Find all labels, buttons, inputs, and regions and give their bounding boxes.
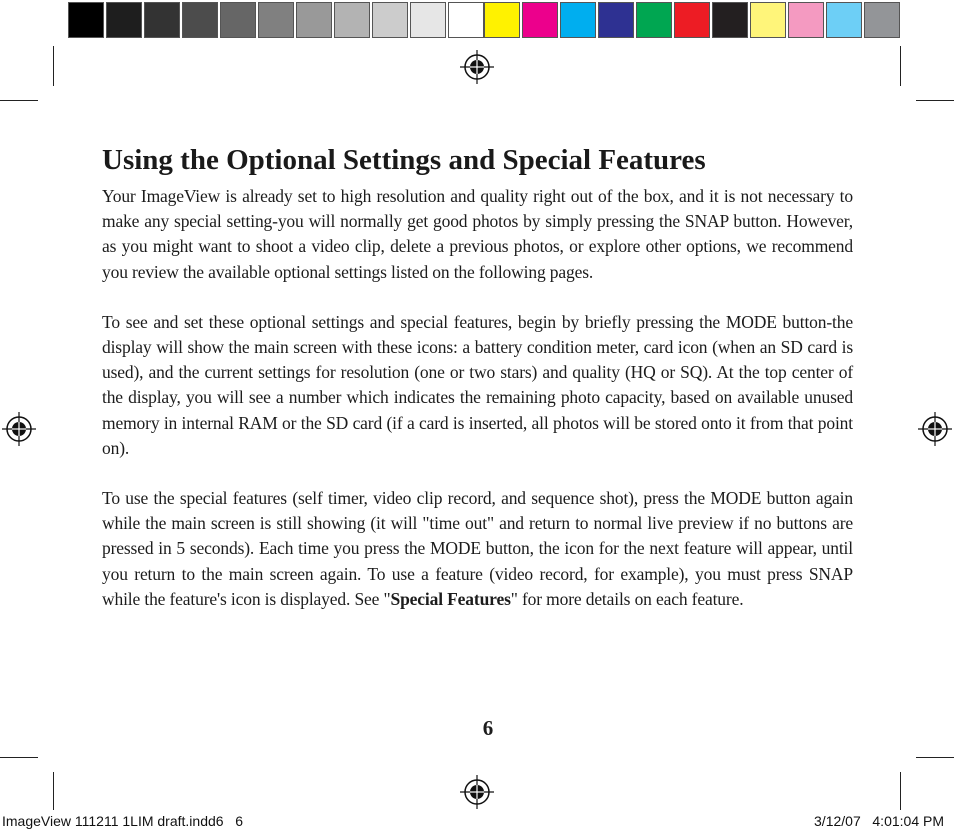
gray-swatch — [258, 2, 294, 38]
gray-swatch — [372, 2, 408, 38]
registration-mark-icon — [460, 50, 494, 84]
slug-file-info: ImageView 111211 1LIM draft.indd6 6 — [2, 813, 244, 829]
color-swatch — [788, 2, 824, 38]
crop-mark-top-left-horizontal — [0, 100, 38, 101]
color-swatch — [750, 2, 786, 38]
registration-mark-icon — [918, 412, 952, 446]
grayscale-color-bar — [68, 2, 486, 38]
paragraph-special-features — [102, 486, 853, 612]
color-swatch — [674, 2, 710, 38]
gray-swatch — [68, 2, 104, 38]
paragraph-text-end: " for more details on each feature. — [510, 588, 744, 609]
color-swatch — [864, 2, 900, 38]
color-swatch — [636, 2, 672, 38]
crop-mark-top-right-vertical — [900, 46, 901, 86]
color-swatch — [560, 2, 596, 38]
gray-swatch — [106, 2, 142, 38]
registration-mark-icon — [2, 412, 36, 446]
slug-timestamp: 3/12/07 4:01:04 PM — [814, 813, 944, 829]
color-swatch — [522, 2, 558, 38]
paragraph-mode-button: To see and set these optional settings and special features, begin by briefly pressing the MODE button-the display will show the main screen with these icons: a battery condition meter, card icon (when an SD card is used), and the current settings for resolution (one or two stars) and quality (HQ or SQ). At the top center of the display, you will see a number which indicates the remaining photo capacity, based on available unused memory in internal RAM or the SD card (if a card is inserted, all photos will be stored onto it from that point on). — [102, 311, 853, 458]
gray-swatch — [410, 2, 446, 38]
gray-swatch — [182, 2, 218, 38]
crop-mark-top-left-vertical — [53, 46, 54, 86]
gray-swatch — [334, 2, 370, 38]
body-text — [102, 184, 853, 637]
page-number: 6 — [482, 716, 494, 740]
crop-mark-top-right-horizontal — [916, 100, 954, 101]
color-swatch — [598, 2, 634, 38]
color-swatch — [712, 2, 748, 38]
gray-swatch — [144, 2, 180, 38]
crop-mark-bottom-left-horizontal — [0, 757, 38, 758]
paragraph-text: To use the special features (self timer, video clip record, and sequence shot), press the MODE button again while the main screen is still showing (it will "time out" and return to normal live preview if no buttons are pressed in 5 seconds). Each time you press the MODE button, the icon for the next feature will appear, until you return to the main screen again. To use a feature (video record, for example), you must press SNAP while the feature's icon is displayed. See " — [102, 488, 853, 609]
special-features-reference: Special Features — [390, 588, 511, 609]
process-color-bar — [484, 2, 902, 38]
page-title: Using the Optional Settings and Special Features — [102, 144, 706, 176]
registration-mark-icon — [460, 775, 494, 809]
crop-mark-bottom-right-vertical — [900, 772, 901, 810]
color-swatch — [484, 2, 520, 38]
crop-mark-bottom-right-horizontal — [916, 757, 954, 758]
gray-swatch — [220, 2, 256, 38]
paragraph-intro: Your ImageView is already set to high resolution and quality right out of the box, and it is not necessary to make any special setting-you will normally get good photos by simply pressing the SNAP button. However, as you might want to shoot a video clip, delete a previous photos, or explore other options, we recommend you review the available optional settings listed on the following pages. — [102, 186, 853, 282]
color-swatch — [826, 2, 862, 38]
gray-swatch — [448, 2, 484, 38]
gray-swatch — [296, 2, 332, 38]
crop-mark-bottom-left-vertical — [53, 772, 54, 810]
